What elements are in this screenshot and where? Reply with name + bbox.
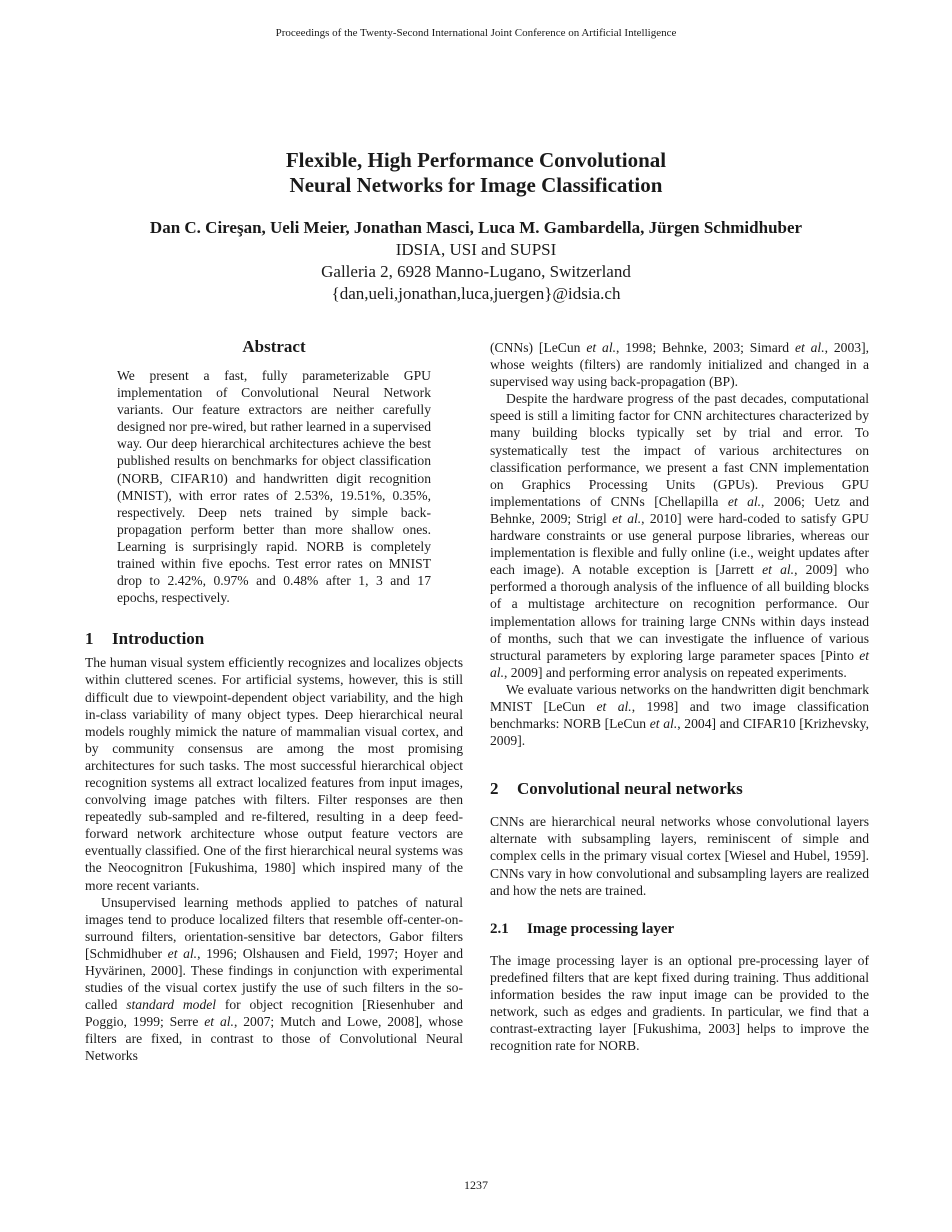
section-1-heading	[85, 629, 463, 649]
section-2-title: Convolutional neural networks	[517, 779, 743, 799]
section-2-number: 2	[490, 779, 499, 799]
title-line-2: Neural Networks for Image Classification	[289, 173, 663, 197]
section-2-1-paragraph: The image processing layer is an optional pre-processing layer of predefined filters that are kept fixed during training. Thus additional information besides the raw input image can be provided to the network, such as edges and gradients. In particular, we find that a contrast-extracting layer [Fukushima, 2003] helps to improve the recognition rate for NORB.	[490, 952, 869, 1054]
section-2-1-title: Image processing layer	[527, 920, 675, 937]
intro-paragraph-1: The human visual system efficiently recognizes and localizes objects within cluttered scenes. For artificial systems, however, this is still difficult due to viewpoint-dependent object variability, and the high in-class variability of many object types. Deep hierarchical neural models roughly mimick the nature of mammalian visual cortex, and by community consensus are among the most promising architectures for such tasks. The most successful hierarchical object recognition systems all extract localized features from input images, convolving image patches with filters. Filter responses are then repeatedly sub-sampled and re-filtered, resulting in a deep feed-forward network architecture whose output feature vectors are eventually classified. One of the first hierarchical neural systems was the Neocognitron [Fukushima, 1980] which inspired many of the more recent variants.	[85, 655, 463, 893]
affiliation: IDSIA, USI and SUPSI	[395, 240, 557, 259]
intro-paragraph-3: (CNNs) [LeCun et al., 1998; Behnke, 2003; Simard et al., 2003], whose weights (filters) are randomly initialized and changed in a supervised way using back-propagation (BP).	[490, 340, 870, 390]
section-2-1-heading	[490, 921, 869, 938]
address: Galleria 2, 6928 Manno-Lugano, Switzerland	[321, 262, 631, 281]
intro-paragraph-5: We evaluate various networks on the handwritten digit benchmark MNIST [LeCun et al., 1998] and two image classification benchmarks: NORB [LeCun et al., 2004] and CIFAR10 [Krizhevsky, 2009].	[490, 681, 869, 749]
paper-title	[0, 148, 952, 198]
intro-paragraph-4: Despite the hardware progress of the past decades, computational speed is still a limiting factor for CNN architectures characterized by many building blocks typically set by trial and error. To systematically test the impact of various architectures on classification performance, we present a fast CNN implementation on Graphics Processing Units (GPUs). Previous GPU implementations of CNNs [Chellapilla et al., 2006; Uetz and Behnke, 2009; Strigl et al., 2010] were hard-coded to satisfy GPU hardware constraints or use general purpose libraries, whereas our implementation is flexible and fully online (i.e., weight updates after each image). A notable exception is [Jarrett et al., 2009] who performed a thorough analysis of the influence of all building blocks of a multistage architecture on recognition performance. Our implementation allows for training large CNNs within days instead of months, such that we can investigate the influence of various structural parameters by exploring large parameter spaces [Pinto et al., 2009] and performing error analysis on repeated experiments.	[490, 391, 869, 680]
author-list: Dan C. Cireşan, Ueli Meier, Jonathan Masci, Luca M. Gambardella, Jürgen Schmidhuber	[149, 218, 803, 237]
abstract-text: We present a fast, fully parameterizable GPU implementation of Convolutional Neural Network variants. Our feature extractors are neither carefully designed nor pre-wired, but rather learned in a supervised way. Our deep hierarchical architectures achieve the best published results on benchmarks for object classification (NORB, CIFAR10) and handwritten digit recognition (MNIST), with error rates of 2.53%, 19.51%, 0.35%, respectively. Deep nets trained by simple back-propagation perform better than more shallow ones. Learning is surprisingly rapid. NORB is completely trained within five epochs. Test error rates on MNIST drop to 2.42%, 0.97% and 0.48% after 1, 3 and 17 epochs, respectively.	[117, 368, 431, 606]
proceedings-header: Proceedings of the Twenty-Second International Joint Conference on Artificial Intelligence	[275, 27, 677, 39]
page-number: 1237	[464, 1178, 488, 1192]
section-2-heading	[490, 779, 869, 799]
left-column	[85, 337, 463, 1065]
section-1-number: 1	[85, 629, 94, 649]
intro-paragraph-2: Unsupervised learning methods applied to patches of natural images tend to produce localized filters that resemble off-center-on-surround filters, orientation-sensitive bar detectors, Gabor filters [Schmidhuber et al., 1996; Olshausen and Field, 1997; Hoyer and Hyvärinen, 2000]. These findings in conjunction with experimental studies of the visual cortex justify the use of such filters in the so-called standard model for object recognition [Riesenhuber and Poggio, 1999; Serre et al., 2007; Mutch and Lowe, 2008], whose filters are fixed, in contrast to those of Convolutional Neural Networks	[85, 894, 464, 1064]
section-1-title: Introduction	[112, 629, 205, 649]
abstract-heading: Abstract	[242, 337, 306, 356]
author-emails: {dan,ueli,jonathan,luca,juergen}@idsia.ch	[331, 284, 621, 303]
title-line-1: Flexible, High Performance Convolutional	[285, 148, 667, 172]
right-column	[490, 339, 869, 1054]
section-2-paragraph: CNNs are hierarchical neural networks whose convolutional layers alternate with subsampling layers, reminiscent of simple and complex cells in the primary visual cortex [Wiesel and Hubel, 1959]. CNNs vary in how convolutional and subsampling layers are realized and how the nets are trained.	[490, 814, 869, 898]
section-2-1-number: 2.1	[490, 920, 509, 937]
